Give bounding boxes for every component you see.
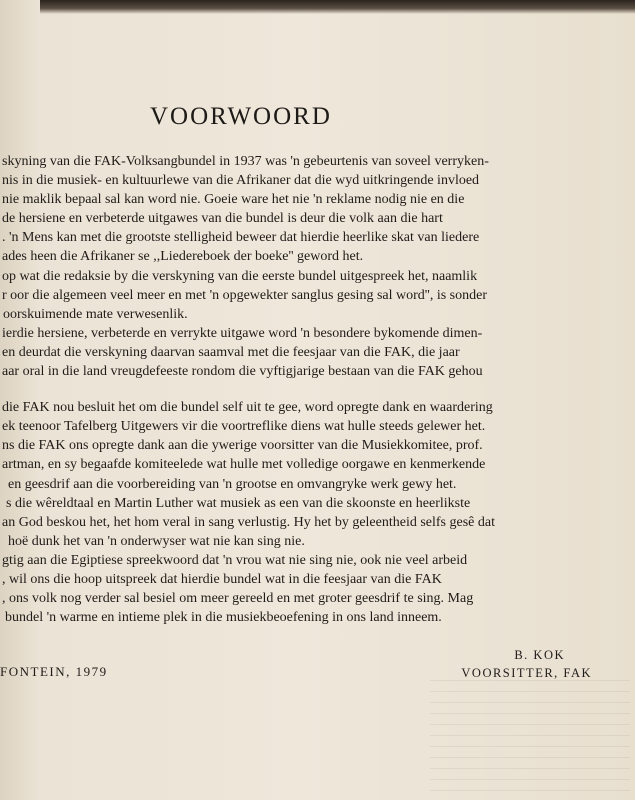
text-line: ek teenoor Tafelberg Uitgewers vir die voortreflike diens wat hulle steeds gelewer het.	[2, 419, 486, 435]
text-line: r oor die algemeen veel meer en met 'n opgewekter sanglus gesing sal word'', is sonder	[2, 287, 487, 303]
foreword-body	[0, 152, 635, 627]
text-line: ns die FAK ons opregte dank aan die ywerige voorsitter van die Musiekkomitee, prof.	[2, 438, 483, 454]
text-line: nis in die musiek- en kultuurlewe van die Afrikaner dat die wyd uitkringende invloed	[2, 173, 480, 189]
text-line: en deurdat die verskyning daarvan saamval met die feesjaar van die FAK, die jaar	[2, 344, 460, 360]
text-line: ierdie hersiene, verbeterde en verrykte uitgawe word 'n besondere bykomende dimen-	[2, 325, 483, 341]
page-title: VOORWOORD	[150, 103, 332, 130]
text-line: ades heen die Afrikaner se ,,Liedereboek der boeke'' geword het.	[2, 249, 364, 265]
show-through-text	[430, 680, 630, 800]
signer-name: B. KOK	[514, 648, 565, 662]
signer-title: VOORSITTER, FAK	[461, 666, 592, 680]
text-line: gtig aan die Egiptiese spreekwoord dat 'n vrou wat nie sing nie, ook nie veel arbeid	[2, 552, 468, 568]
text-line: op wat die redaksie by die verskyning van die eerste bundel uitgespreek het, naamlik	[2, 268, 478, 284]
text-line: de hersiene en verbeterde uitgawes van die bundel is deur die volk aan die hart	[2, 211, 443, 227]
text-line: oorskuimende mate verwesenlik.	[3, 306, 188, 322]
text-line: hoë dunk het van 'n onderwyser wat nie kan sing nie.	[8, 533, 305, 549]
text-line: aar oral in die land vreugdefeeste rondom die vyftigjarige bestaan van die FAK gehou	[2, 364, 483, 380]
text-line: s die wêreldtaal en Martin Luther wat musiek as een van die skoonste en heerlikste	[6, 495, 471, 511]
paragraph-gap	[0, 381, 635, 398]
text-line: en geesdrif aan die voorbereiding van 'n grootse en omvangryke werk gewy het.	[8, 476, 457, 492]
text-line: bundel 'n warme en intieme plek in die musiekbeoefening in ons land inneem.	[5, 610, 442, 626]
text-line: artman, en sy begaafde komiteelede wat hulle met volledige oorgawe en kenmerkende	[2, 457, 486, 473]
text-line: . 'n Mens kan met die grootste stelligheid beweer dat hierdie heerlike skat van liedere	[2, 230, 480, 246]
page-edge-shadow	[40, 0, 635, 14]
text-line: skyning van die FAK-Volksangbundel in 1937 was 'n gebeurtenis van soveel verryken-	[2, 154, 489, 169]
text-line: , wil ons die hoop uitspreek dat hierdie bundel wat in die feesjaar van die FAK	[2, 571, 442, 587]
text-line: nie maklik bepaal sal kan word nie. Goeie ware het nie 'n reklame nodig nie en die	[2, 192, 465, 208]
place-and-date: FONTEIN, 1979	[0, 664, 108, 679]
text-line: an God beskou het, het hom veral in sang verlustig. Hy het by geleentheid selfs gesê dat	[2, 514, 495, 530]
text-line: die FAK nou besluit het om die bundel self uit te gee, word opregte dank en waardering	[2, 400, 493, 416]
text-line: , ons volk nog verder sal besiel om meer gereeld en met groter geesdrif te sing. Mag	[2, 591, 474, 607]
